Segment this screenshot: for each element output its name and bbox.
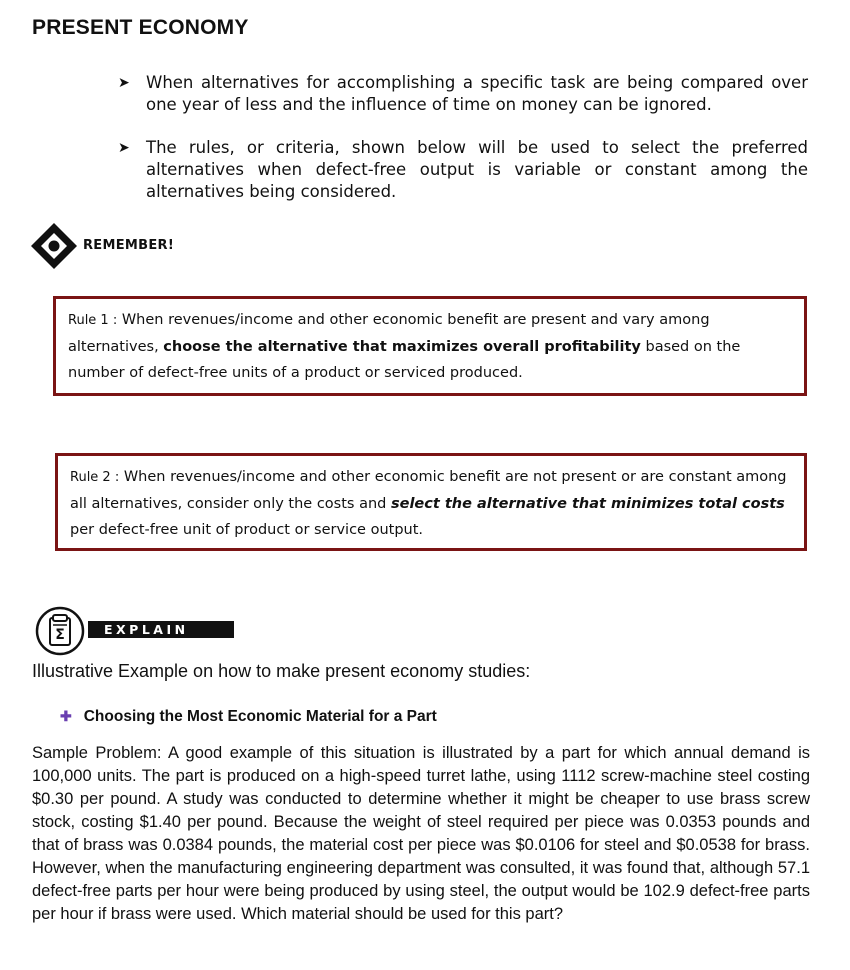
arrow-bullet-icon: ➤ — [118, 140, 130, 156]
pushpin-icon: ✚ — [60, 708, 72, 724]
rule-1-text: When revenues/income and other economic benefit are present and vary among alternatives, — [68, 312, 710, 355]
explain-label: EXPLAIN — [88, 621, 234, 638]
sample-problem-paragraph: Sample Problem: A good example of this situation is illustrated by a part for which annual demand is 100,000 units. The part is produced on a high-speed turret lathe, using 1112 screw-machine steel costing $0.30 per pound. A study was conducted to determine whether it might be cheaper to use brass screw stock, costing $1.40 per pound. Because the weight of steel required per piece was 0.0353 pounds and that of brass was 0.0384 pounds, the material cost per piece was $0.0106 for steel and $0.0538 for brass. However, when the manufacturing engineering department was consulted, it was found that, although 57.1 defect-free parts per hour were being produced by using steel, the output would be 102.9 defect-free parts per hour if brass were used. Which material should be used for this part? — [32, 744, 810, 923]
rule-2-label: Rule 2 : — [70, 470, 120, 485]
bullet-item — [118, 137, 808, 203]
rule-2-text-end: per defect-free unit of product or service output. — [70, 522, 424, 538]
remember-label: REMEMBER! — [83, 238, 175, 253]
bullet-text: The rules, or criteria, shown below will be used to select the preferred alternatives when defect-free output is variable or constant among the alternatives being considered. — [146, 138, 808, 201]
rule-1-label: Rule 1 : — [68, 313, 118, 328]
explain-calculator-icon — [32, 605, 92, 657]
bullet-text: When alternatives for accomplishing a specific task are being compared over one year of less and the influence of time on money can be ignored. — [146, 73, 808, 114]
svg-text:Σ: Σ — [55, 627, 65, 643]
rule-1-emphasis: choose the alternative that maximizes overall profitability — [163, 339, 641, 355]
bullet-item — [118, 72, 808, 116]
subheading — [60, 708, 437, 726]
remember-diamond-icon — [28, 220, 80, 272]
illustrative-heading: Illustrative Example on how to make present economy studies: — [32, 661, 531, 681]
rule-1-text-end: based on the number of defect-free units of a product or serviced produced. — [68, 339, 741, 381]
rule-2-box — [55, 453, 807, 551]
rule-2-emphasis: select the alternative that minimizes total costs — [390, 496, 785, 512]
subheading-text: Choosing the Most Economic Material for a Part — [83, 708, 437, 725]
page-title: PRESENT ECONOMY — [32, 16, 249, 39]
arrow-bullet-icon: ➤ — [118, 75, 130, 91]
rule-2-text: When revenues/income and other economic benefit are not present or are constant among all alternatives, consider only the costs and — [70, 469, 787, 512]
rule-1-box — [53, 296, 807, 396]
